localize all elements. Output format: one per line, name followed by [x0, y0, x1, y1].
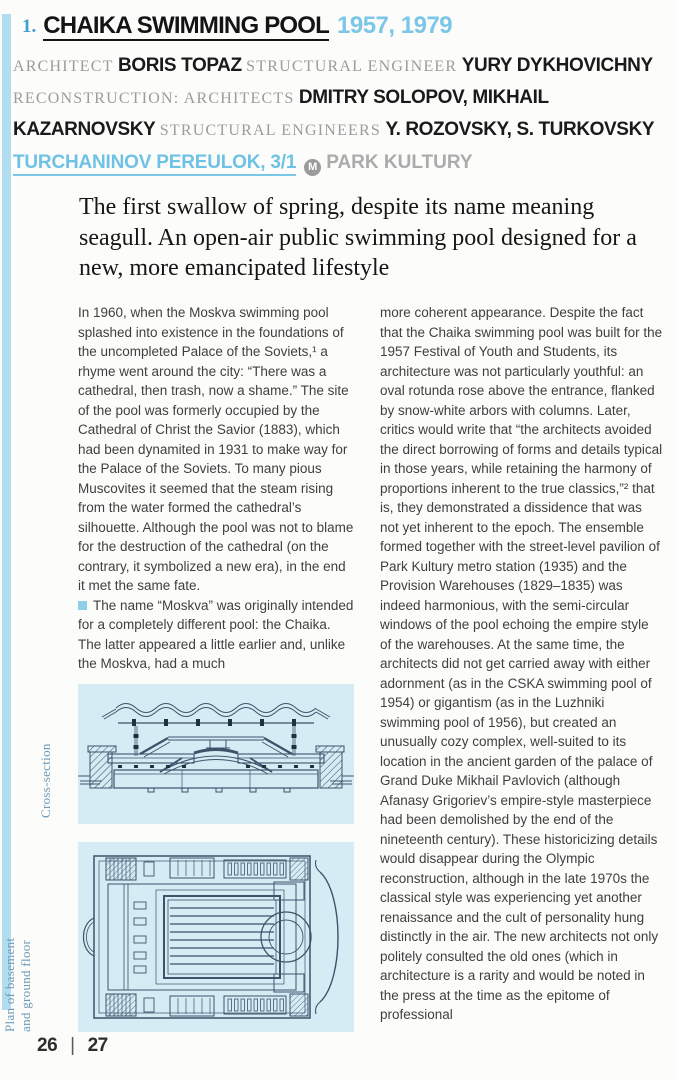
page-number-left: 26	[37, 1035, 58, 1056]
credit-name: YURY DYKHOVICHNY	[461, 55, 653, 77]
figure-label-plan	[2, 938, 34, 1032]
credit-name: Y. ROZOVSKY, S. TURKOVSKY	[385, 119, 655, 141]
credit-label: STRUCTURAL ENGINEER	[246, 58, 458, 76]
street-address: TURCHANINOV PEREULOK, 3/1	[13, 153, 296, 176]
credit-row-2	[13, 82, 668, 114]
figure-label-plan-line2: and ground floor	[18, 939, 33, 1032]
credit-name: KAZARNOVSKY	[13, 119, 156, 141]
body-paragraph-text: The name “Moskva” was originally intended for a completely different pool: the Chaika. The latter appeared a little earlier and, unlike the Moskva, had a much	[78, 597, 354, 671]
credit-name: DMITRY SOLOPOV, MIKHAIL	[298, 87, 549, 109]
metro-station: PARK KULTURY	[326, 152, 473, 174]
metro-m-icon: M	[304, 159, 321, 176]
cross-section-drawing	[78, 684, 354, 824]
header	[13, 12, 668, 180]
credit-row-1	[13, 50, 668, 82]
page-number-right: 27	[87, 1035, 108, 1056]
bullet-square-icon	[78, 601, 87, 610]
page-numbers	[37, 1035, 108, 1057]
body-paragraph: more coherent appearance. Despite the fact that the Chaika swimming pool was built for the 1957 Festival of Youth and Students, its architecture was not particularly youthful: an oval rotunda rose above the entrance, flanked by snow-white arbors with columns. Later, critics would write that “the architects avoided the direct borrowing of forms and details typical in those years, while retaining the harmony of proportions inherent to the true classics,”² that is, they demonstrated a dissidence that was not yet inherent to the epoch. The ensemble formed together with the street-level pavilion of Park Kultury metro station (1935) and the Provision Warehouses (1829–1835) was indeed harmonious, with the semi-circular windows of the pool echoing the empire style of the warehouses. At the same time, the architects did not get carried away with either adornment (as in the CSKA swimming pool of 1954) or gigantism (as in the Luzhniki swimming pool of 1956), but created an unusually cozy complex, well-suited to its location in the ancient garden of the palace of Grand Duke Mikhail Pavlovich (although Afanasy Grigoriev’s empire-style masterpiece had been demolished by the end of the nineteenth century). These historicizing details would disappear during the Olympic reconstruction, although in the late 1970s the classical style was experiencing yet another renaissance and the cult of personality hung distinctly in the air. The new architects not only politely consulted the old ones (which in architecture is a rarity and would be noted in the press at the time as the epitome of professional	[380, 305, 663, 1022]
figure-cross-section	[78, 684, 354, 824]
credit-name: BORIS TOPAZ	[118, 55, 242, 77]
body-paragraph: In 1960, when the Moskva swimming pool splashed into existence in the foundations of the uncompleted Palace of the Soviets,¹ a rhyme went around the city: “There was a cathedral, then trash, now a shame.” The site of the pool was formerly occupied by the Cathedral of Christ the Savior (1883), which had been dynamited in 1931 to make way for the Palace of the Soviets. To many pious Muscovites it seemed that the steam rising from the water formed the cathedral’s silhouette. Although the pool was not to blame for the destruction of the cathedral (on the contrary, it symbolized a new era), in the end it met the same fate.	[78, 305, 354, 593]
left-column	[78, 303, 354, 1032]
address-row	[13, 146, 668, 180]
page-number-divider: |	[70, 1035, 75, 1056]
credit-row-3	[13, 114, 668, 146]
figure-floor-plan	[78, 842, 354, 1032]
right-column	[380, 303, 663, 1032]
article-columns	[78, 303, 663, 1032]
intro-paragraph: The first swallow of spring, despite its name meaning seagull. An open-air public swimming pool designed for a new, more emancipated lifestyle	[79, 194, 637, 281]
figure-label-plan-line1: Plan of basement	[2, 937, 17, 1032]
page-edge-strip	[2, 14, 11, 1010]
title-row	[22, 12, 668, 41]
figure-label-cross-section: Cross-section	[38, 743, 53, 818]
body-paragraph	[78, 596, 354, 674]
entry-number: 1.	[22, 16, 37, 37]
credit-label: ARCHITECT	[13, 58, 114, 76]
credit-label: STRUCTURAL ENGINEERS	[159, 122, 381, 140]
credit-label: RECONSTRUCTION: ARCHITECTS	[13, 90, 295, 108]
title-years: 1957, 1979	[337, 12, 453, 39]
floor-plan-drawing	[78, 842, 354, 1032]
page-title: CHAIKA SWIMMING POOL	[43, 13, 329, 41]
